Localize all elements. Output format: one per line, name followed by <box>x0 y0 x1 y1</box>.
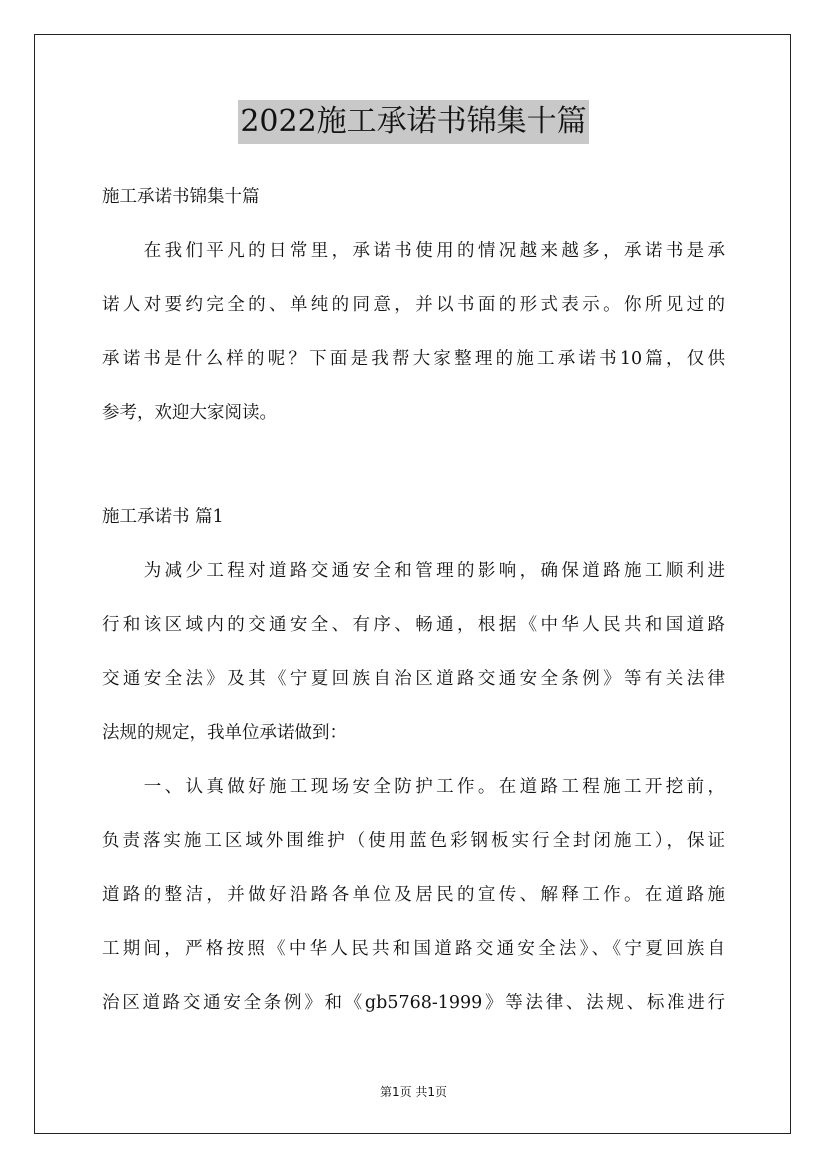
paragraph-line: 行和该区域内的交通安全、有序、畅通，根据《中华人民共和国道路 <box>102 615 725 635</box>
paragraph-line: 治区道路交通安全条例》和《gb5768-1999》等法律、法规、标准进行 <box>102 993 725 1013</box>
page-footer: 第1页 共1页 <box>379 1085 448 1099</box>
paragraph-line: 负责落实施工区域外围维护（使用蓝色彩钢板实行全封闭施工），保证 <box>102 831 725 851</box>
intro-line: 参考，欢迎大家阅读。 <box>102 403 277 423</box>
document-subtitle: 施工承诺书锦集十篇 <box>102 187 260 207</box>
paragraph-line: 为减少工程对道路交通安全和管理的影响，确保道路施工顺利进 <box>102 561 725 581</box>
section-heading: 施工承诺书 篇1 <box>102 507 224 527</box>
paragraph-line: 法规的规定，我单位承诺做到： <box>102 723 347 743</box>
intro-line: 承诺书是什么样的呢？下面是我帮大家整理的施工承诺书10篇，仅供 <box>102 349 725 369</box>
document-title: 2022施工承诺书锦集十篇 <box>238 100 588 144</box>
paragraph-line: 一、认真做好施工现场安全防护工作。在道路工程施工开挖前， <box>102 777 725 797</box>
paragraph-line: 道路的整洁，并做好沿路各单位及居民的宣传、解释工作。在道路施 <box>102 885 725 905</box>
paragraph-line: 工期间，严格按照《中华人民共和国道路交通安全法》、《宁夏回族自 <box>102 939 725 959</box>
document-body <box>102 170 725 1030</box>
intro-line: 在我们平凡的日常里，承诺书使用的情况越来越多，承诺书是承 <box>102 241 725 261</box>
section-gap <box>102 440 725 490</box>
intro-line: 诺人对要约完全的、单纯的同意，并以书面的形式表示。你所见过的 <box>102 295 725 315</box>
paragraph-line: 交通安全法》及其《宁夏回族自治区道路交通安全条例》等有关法律 <box>102 669 725 689</box>
title-container <box>0 100 827 144</box>
